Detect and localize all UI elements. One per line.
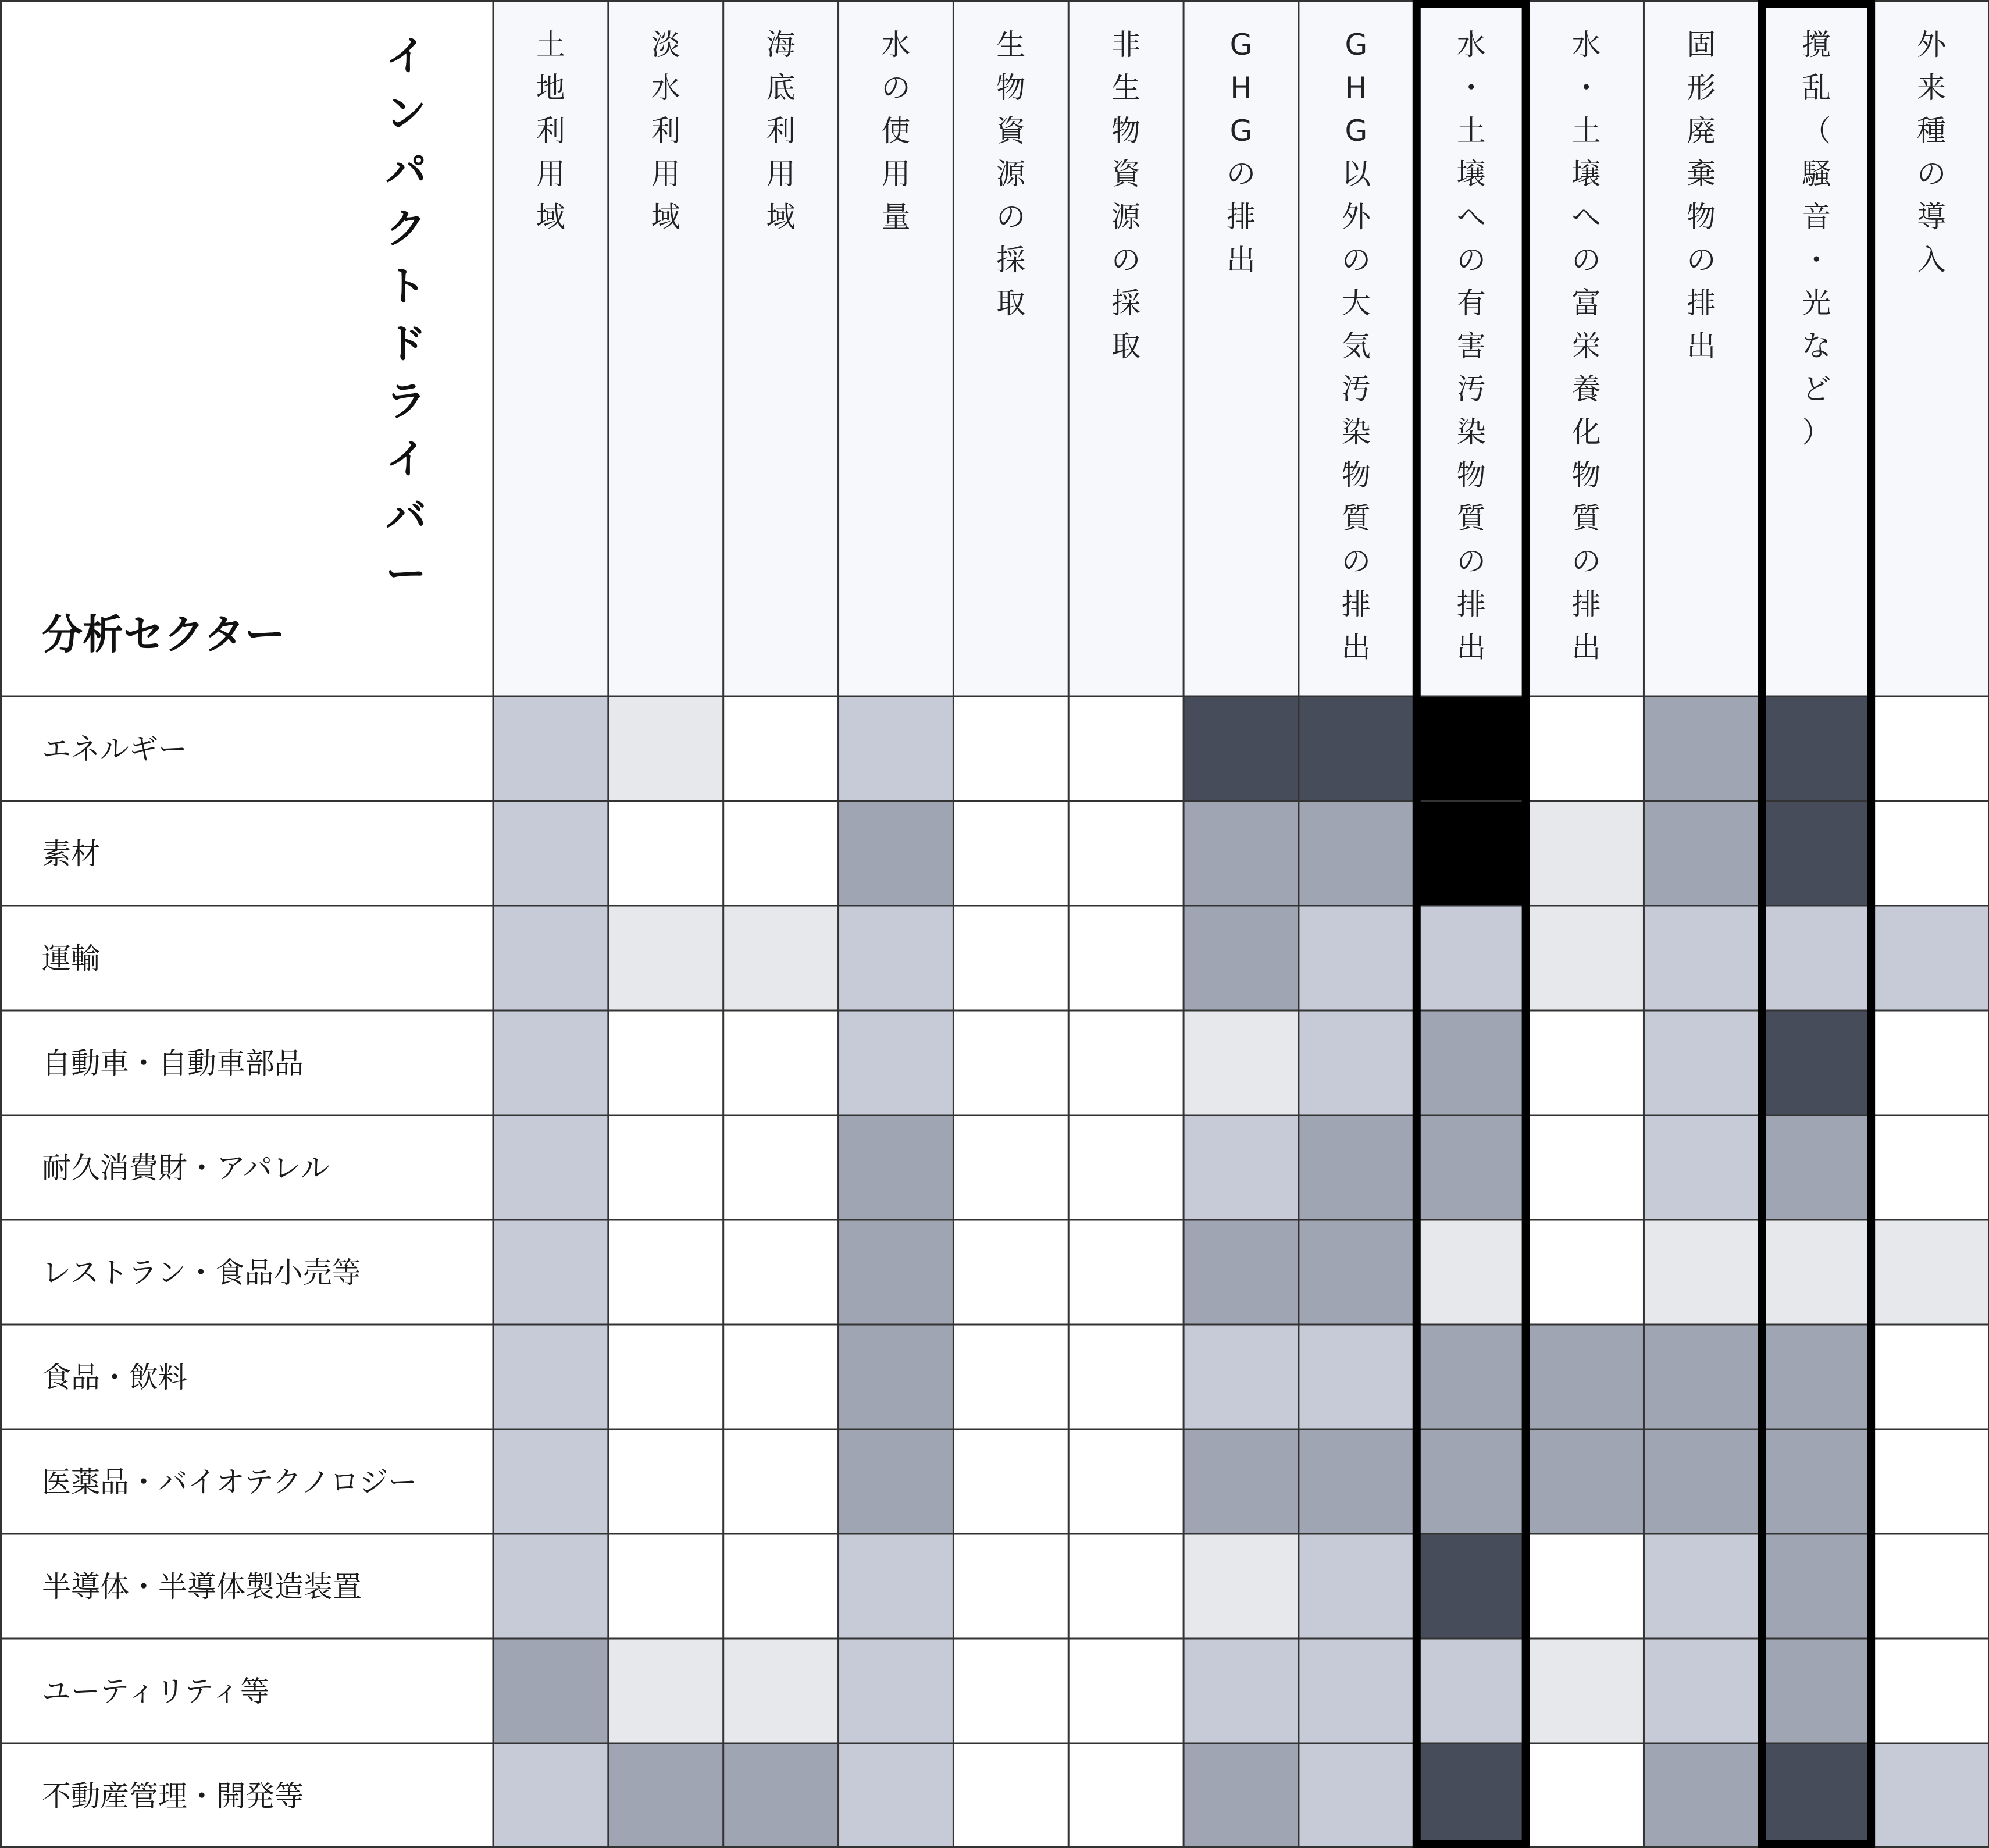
heatmap-cell xyxy=(493,801,608,906)
heatmap-cell xyxy=(1068,1324,1184,1429)
column-header-label: 撹乱（騒音・光など） xyxy=(1802,28,1831,449)
heatmap-cell xyxy=(1414,696,1529,801)
heatmap-cell xyxy=(723,1115,839,1220)
heatmap-cell xyxy=(1529,906,1644,1010)
heatmap-cell xyxy=(1068,801,1184,906)
heatmap-cell xyxy=(608,696,723,801)
heatmap-cell xyxy=(1759,801,1874,906)
row-header-label: 不動産管理・開発等 xyxy=(42,1779,304,1813)
heatmap-cell xyxy=(1759,1639,1874,1743)
heatmap-cell xyxy=(1068,696,1184,801)
column-header-label: 土地利用域 xyxy=(536,28,565,234)
heatmap-cell xyxy=(1529,1010,1644,1115)
heatmap-cell xyxy=(1068,1743,1184,1848)
heatmap-cell xyxy=(1068,1534,1184,1639)
heatmap-cell xyxy=(723,801,839,906)
heatmap-cell xyxy=(723,696,839,801)
column-header-label: 淡水利用域 xyxy=(651,28,680,234)
heatmap-cell xyxy=(953,1324,1068,1429)
row-header-label: 自動車・自動車部品 xyxy=(42,1046,304,1080)
column-header-label: 水・土壌への富栄養化物質の排出 xyxy=(1571,28,1601,664)
heatmap-cell xyxy=(723,1534,839,1639)
heatmap-cell xyxy=(839,1534,954,1639)
heatmap-cell xyxy=(1184,1324,1299,1429)
heatmap-cell xyxy=(1874,1534,1989,1639)
heatmap-cell xyxy=(1299,906,1414,1010)
row-header-label: エネルギー xyxy=(42,732,187,766)
heatmap-cell xyxy=(953,696,1068,801)
column-header-label: 水・土壌への有害汚染物質の排出 xyxy=(1456,28,1486,664)
heatmap-cell xyxy=(839,801,954,906)
heatmap-cell xyxy=(1874,801,1989,906)
heatmap-cell xyxy=(839,1220,954,1324)
heatmap-cell xyxy=(1874,1639,1989,1743)
heatmap-cell xyxy=(1414,1324,1529,1429)
heatmap-cell xyxy=(1184,1429,1299,1534)
heatmap-cell xyxy=(1184,906,1299,1010)
heatmap-cell xyxy=(1299,1743,1414,1848)
heatmap-cell xyxy=(1529,1115,1644,1220)
heatmap-cell xyxy=(1414,1115,1529,1220)
heatmap-cell xyxy=(1529,696,1644,801)
heatmap-cell xyxy=(608,1115,723,1220)
row-header-label: 運輸 xyxy=(42,942,100,975)
heatmap-cell xyxy=(723,906,839,1010)
row-header-label: 食品・飲料 xyxy=(42,1361,187,1394)
heatmap-cell xyxy=(493,1639,608,1743)
heatmap-cell xyxy=(1299,1220,1414,1324)
heatmap-cell xyxy=(1299,696,1414,801)
heatmap-cell xyxy=(1644,1429,1759,1534)
heatmap-cell xyxy=(1874,906,1989,1010)
heatmap-cell xyxy=(1414,1743,1529,1848)
column-header-label: 固形廃棄物の排出 xyxy=(1687,28,1716,363)
column-header-label: 外来種の導入 xyxy=(1917,28,1947,277)
column-header-label: 生物資源の採取 xyxy=(996,28,1026,320)
heatmap-cell xyxy=(1644,1639,1759,1743)
heatmap-cell xyxy=(1299,1324,1414,1429)
heatmap-cell xyxy=(493,1010,608,1115)
heatmap-cell xyxy=(1299,1429,1414,1534)
heatmap-cell xyxy=(839,1743,954,1848)
heatmap-cell xyxy=(953,1115,1068,1220)
heatmap-cell xyxy=(1068,1115,1184,1220)
heatmap-cell xyxy=(1529,1639,1644,1743)
heatmap-cell xyxy=(493,1115,608,1220)
heatmap-cell xyxy=(839,1010,954,1115)
row-header-label: 半導体・半導体製造装置 xyxy=(42,1570,362,1604)
heatmap-cell xyxy=(1414,801,1529,906)
heatmap-cell xyxy=(1759,1115,1874,1220)
row-header-label: 耐久消費財・アパレル xyxy=(42,1151,330,1185)
sector-axis-label: 分析セクター xyxy=(42,611,286,658)
heatmap-cell xyxy=(1414,1534,1529,1639)
heatmap-cell xyxy=(1874,1324,1989,1429)
heatmap-cell xyxy=(839,1639,954,1743)
heatmap-cell xyxy=(1759,906,1874,1010)
column-header-label: 非生物資源の採取 xyxy=(1111,28,1141,363)
heatmap-cell xyxy=(953,1010,1068,1115)
heatmap-cell xyxy=(608,1220,723,1324)
heatmap-cell xyxy=(723,1010,839,1115)
heatmap-cell xyxy=(953,1220,1068,1324)
heatmap-cell xyxy=(493,1324,608,1429)
heatmap-cell xyxy=(839,1429,954,1534)
heatmap-cell xyxy=(1644,1010,1759,1115)
heatmap-cell xyxy=(608,1743,723,1848)
heatmap-cell xyxy=(1299,1639,1414,1743)
heatmap-cell xyxy=(493,1429,608,1534)
heatmap-cell xyxy=(1068,1010,1184,1115)
heatmap-cell xyxy=(953,1534,1068,1639)
heatmap-cell xyxy=(1529,1220,1644,1324)
heatmap-cell xyxy=(1874,1429,1989,1534)
heatmap-cell xyxy=(1184,1010,1299,1115)
heatmap-cell xyxy=(608,1429,723,1534)
heatmap-cell xyxy=(1414,1220,1529,1324)
heatmap-cell xyxy=(608,1639,723,1743)
heatmap-cell xyxy=(723,1639,839,1743)
heatmap-cell xyxy=(1299,1010,1414,1115)
heatmap-cell xyxy=(608,801,723,906)
heatmap-cell xyxy=(1299,1115,1414,1220)
heatmap-cell xyxy=(1874,1743,1989,1848)
heatmap-cell xyxy=(1184,1639,1299,1743)
heatmap-cell xyxy=(608,906,723,1010)
heatmap-cell xyxy=(1644,1220,1759,1324)
heatmap-cell xyxy=(1299,1534,1414,1639)
heatmap-cell xyxy=(1184,1534,1299,1639)
heatmap-cell xyxy=(1874,696,1989,801)
heatmap-cell xyxy=(1184,1115,1299,1220)
heatmap-cell xyxy=(723,1324,839,1429)
heatmap-cell xyxy=(493,1534,608,1639)
heatmap-cell xyxy=(1529,1743,1644,1848)
heatmap-cell xyxy=(1874,1220,1989,1324)
heatmap-cell xyxy=(953,1743,1068,1848)
heatmap-cell xyxy=(1644,801,1759,906)
heatmap-cell xyxy=(493,906,608,1010)
heatmap-cell xyxy=(1414,1429,1529,1534)
heatmap-cell xyxy=(1068,1220,1184,1324)
row-header-label: 素材 xyxy=(42,837,100,871)
heatmap-cell xyxy=(1068,1639,1184,1743)
heatmap-cell xyxy=(953,801,1068,906)
heatmap-cell xyxy=(1529,801,1644,906)
heatmap-cell xyxy=(1184,696,1299,801)
heatmap-cell xyxy=(1759,1743,1874,1848)
heatmap-cell xyxy=(1184,801,1299,906)
heatmap-cell xyxy=(1644,696,1759,801)
impact-driver-axis-label: インパクトドライバー xyxy=(386,32,426,598)
heatmap-cell xyxy=(1644,1534,1759,1639)
heatmap-cell xyxy=(493,1220,608,1324)
heatmap-cell xyxy=(1414,1010,1529,1115)
heatmap-cell xyxy=(1068,906,1184,1010)
heatmap-cell xyxy=(493,696,608,801)
heatmap-cell xyxy=(953,1429,1068,1534)
heatmap-cell xyxy=(953,1639,1068,1743)
heatmap-cell xyxy=(723,1743,839,1848)
heatmap-cell xyxy=(1759,1429,1874,1534)
heatmap-cell xyxy=(608,1534,723,1639)
heatmap-cell xyxy=(1759,1220,1874,1324)
heatmap-cell xyxy=(723,1429,839,1534)
heatmap-cell xyxy=(1184,1220,1299,1324)
column-header-label: 水の使用量 xyxy=(881,28,911,234)
column-header-label: G H G の排出 xyxy=(1227,28,1256,277)
heatmap-cell xyxy=(839,696,954,801)
heatmap-cell xyxy=(1529,1429,1644,1534)
heatmap-cell xyxy=(1874,1010,1989,1115)
heatmap-cell xyxy=(1759,696,1874,801)
heatmap-cell xyxy=(1068,1429,1184,1534)
heatmap-cell xyxy=(839,1324,954,1429)
heatmap-cell xyxy=(839,1115,954,1220)
heatmap-cell xyxy=(1184,1743,1299,1848)
heatmap-cell xyxy=(839,906,954,1010)
heatmap-cell xyxy=(1644,1743,1759,1848)
heatmap-cell xyxy=(723,1220,839,1324)
heatmap-cell xyxy=(1414,1639,1529,1743)
row-header-label: レストラン・食品小売等 xyxy=(42,1256,361,1290)
heatmap-cell xyxy=(1644,1115,1759,1220)
heatmap-cell xyxy=(1759,1534,1874,1639)
heatmap-cell xyxy=(1529,1324,1644,1429)
column-header-label: 海底利用域 xyxy=(766,28,796,234)
heatmap-cell xyxy=(1874,1115,1989,1220)
heatmap-cell xyxy=(1414,906,1529,1010)
heatmap-cell xyxy=(1644,906,1759,1010)
heatmap-cell xyxy=(493,1743,608,1848)
heatmap-cell xyxy=(1644,1324,1759,1429)
heatmap-cell xyxy=(608,1324,723,1429)
column-header-label: G H G 以外の大気汚染物質の排出 xyxy=(1341,28,1371,664)
row-header-label: 医薬品・バイオテクノロジー xyxy=(42,1465,418,1499)
heatmap-cell xyxy=(1299,801,1414,906)
heatmap-cell xyxy=(608,1010,723,1115)
heatmap-cell xyxy=(1759,1324,1874,1429)
heatmap-cell xyxy=(1759,1010,1874,1115)
heatmap-cell xyxy=(1529,1534,1644,1639)
row-header-label: ユーティリティ等 xyxy=(42,1675,269,1708)
heatmap-cell xyxy=(953,906,1068,1010)
